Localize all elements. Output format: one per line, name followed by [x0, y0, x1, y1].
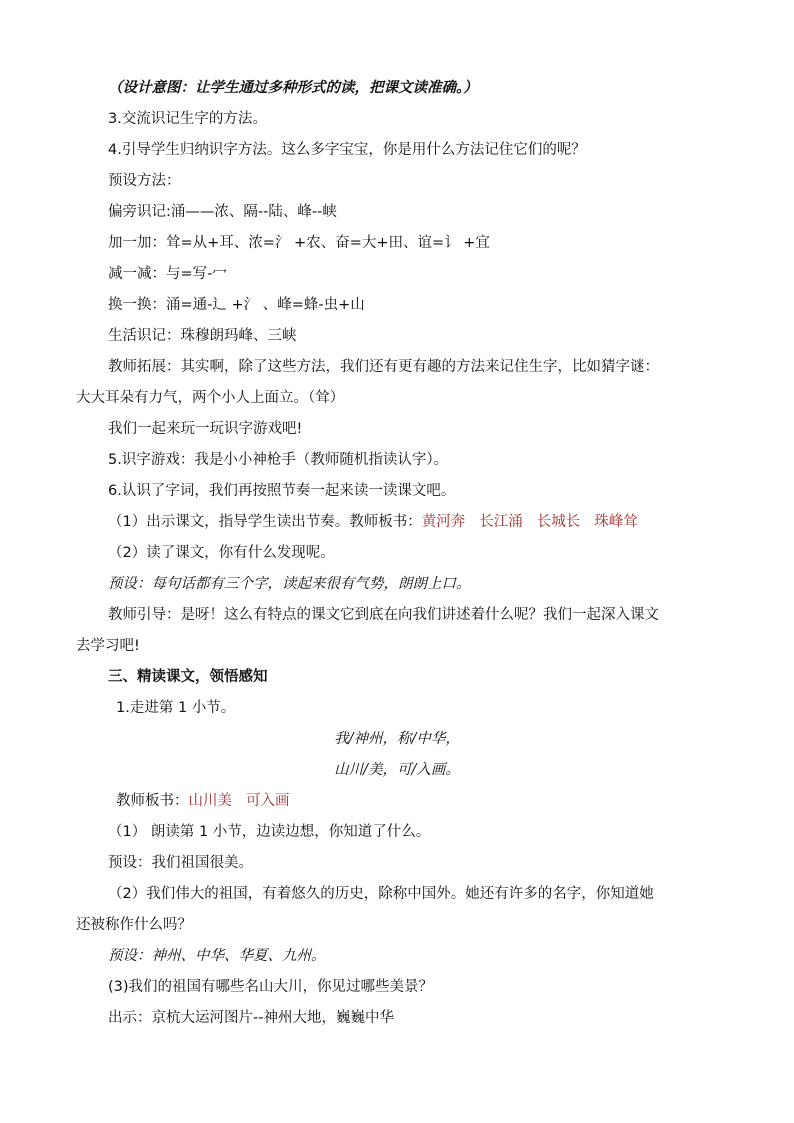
board-2-label: 教师板书：: [116, 793, 189, 809]
question-3: (3)我们的祖国有哪些名山大川，你见过哪些美景？: [108, 979, 434, 995]
board-2: [189, 793, 290, 809]
show-picture-line: 出示：京杭大运河图片--神州大地，巍巍中华: [108, 1010, 394, 1026]
board-2-item: 山川美: [188, 793, 232, 809]
section-3-step-1: 1.走进第 1 小节。: [116, 700, 236, 716]
teacher-guide: 教师引导：是呀！这么有特点的课文它到底在向我们讲述着什么呢？我们一起深入课文: [108, 607, 659, 623]
step-6: 6.认识了字词，我们再按照节奏一起来读一读课文吧。: [108, 483, 456, 499]
step-3: 3.交流识记生字的方法。: [108, 111, 267, 127]
question-1: （1） 朗读第 1 小节，边读边想，你知道了什么。: [108, 824, 431, 840]
teacher-guide-cont: 去学习吧!: [76, 638, 140, 654]
step-5: 5.识字游戏：我是小小神枪手（教师随机指读认字）。: [108, 452, 449, 468]
preset-answer-2: 预设：神州、中华、华夏、九州。: [108, 948, 326, 964]
method-radical: 偏旁识记:涌——浓、隔--陆、峰--峡: [108, 204, 337, 220]
step-4: 4.引导学生归纳识字方法。这么多字宝宝，你是用什么方法记住它们的呢？: [108, 142, 586, 158]
sub-step-1: [108, 512, 734, 532]
design-intent-note: （设计意图：让学生通过多种形式的读，把课文读准确。）: [108, 79, 478, 96]
sub-step-2: （2）读了课文，你有什么发现呢。: [108, 545, 335, 561]
preset-answer-1: 预设：我们祖国很美。: [108, 855, 253, 871]
method-add: 加一加：耸=从+耳、浓=氵 +农、奋=大+田、谊=讠 +宜: [108, 235, 490, 251]
question-2: （2）我们伟大的祖国，有着悠久的历史，除称中国外。她还有许多的名字，你知道她: [108, 886, 654, 902]
poem-line-2: 山川/美，可/入画。: [334, 762, 460, 778]
riddle-line: 大大耳朵有力气，两个小人上面立。（耸）: [76, 390, 345, 406]
question-2-cont: 还被称作什么吗？: [76, 917, 192, 933]
method-swap: 换一换：涌=通-辶 +氵 、峰=蜂-虫+山: [108, 297, 365, 313]
section-3-heading: 三、精读课文，领悟感知: [108, 669, 268, 685]
method-subtract: 减一减：与=写-冖: [108, 266, 227, 282]
play-game-line: 我们一起来玩一玩识字游戏吧!: [108, 421, 303, 437]
board-1: [422, 514, 638, 530]
board-2-line: [116, 791, 734, 811]
board-1-item: 黄河奔: [421, 514, 466, 530]
teacher-extension: 教师拓展：其实啊，除了这些方法，我们还有更有趣的方法来记住生字，比如猜字谜：: [108, 359, 659, 375]
board-2-item: 可入画: [246, 793, 290, 809]
sub-step-1-text: （1）出示课文，指导学生读出节奏。教师板书：: [108, 514, 422, 530]
board-1-item: 长江涌: [479, 514, 523, 530]
preset-finding: 预设：每句话都有三个字，读起来很有气势，朗朗上口。: [108, 576, 471, 592]
preset-methods-label: 预设方法：: [108, 173, 181, 189]
board-1-item: 珠峰耸: [594, 514, 638, 530]
poem-line-1: 我/神州，称/中华，: [334, 731, 460, 747]
method-life: 生活识记：珠穆朗玛峰、三峡: [108, 328, 297, 344]
board-1-item: 长城长: [536, 514, 581, 530]
